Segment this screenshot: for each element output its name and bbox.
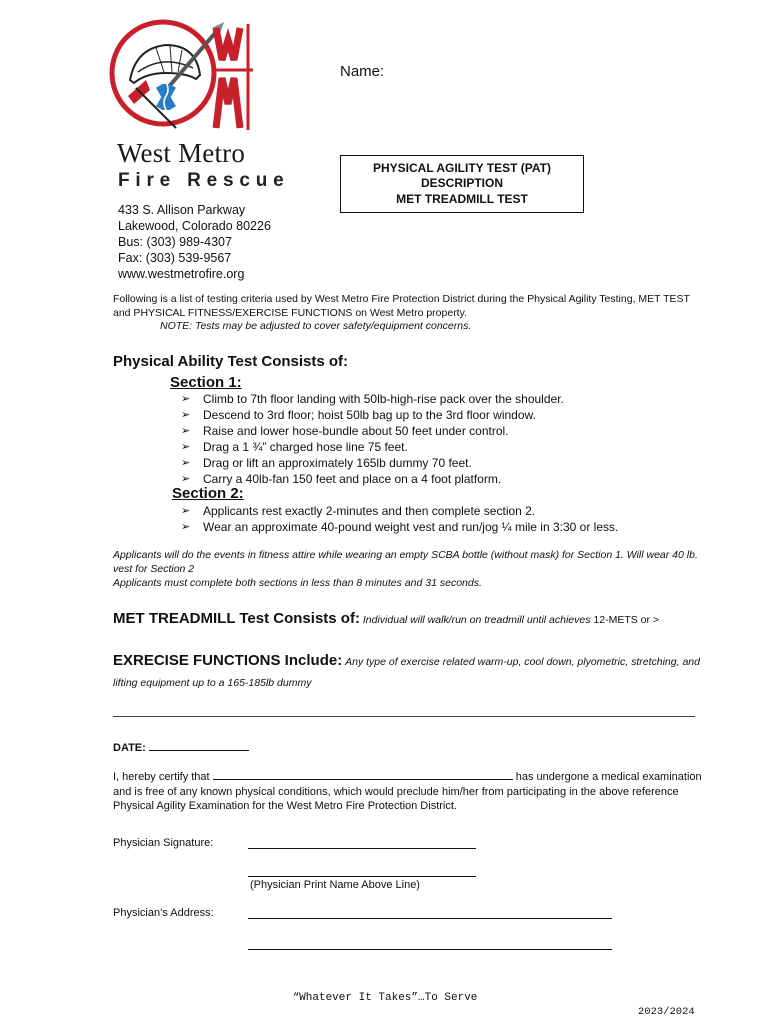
title-line-2: DESCRIPTION [420,176,503,191]
address-fax: Fax: (303) 539-9567 [118,251,232,265]
name-label: Name: [340,63,385,80]
address-block [118,202,271,282]
physician-address-line-2[interactable] [248,949,612,950]
exercise-heading: EXRECISE FUNCTIONS Include: [113,652,343,669]
address-street: 433 S. Allison Parkway [118,203,246,217]
west-metro-logo [108,18,268,136]
met-target: 12-METS or > [593,614,660,626]
physician-signature-line[interactable] [248,848,476,849]
applicants-attire: Applicants will do the events in fitness attire while wearing an empty SCBA bottle (without mask) for Section 1. Will wear 40 lb. vest for Section 2 [113,549,698,575]
physician-print-name-line[interactable] [248,876,476,877]
list-item: ➢ Climb to 7th floor landing with 50lb-high-rise pack over the shoulder. [181,391,564,407]
physician-signature-label: Physician Signature: [113,837,214,849]
ability-heading: Physical Ability Test Consists of: [113,353,349,370]
footer-year: 2023/2024 [638,1006,695,1018]
list-item: ➢ Raise and lower hose-bundle about 50 feet under control. [181,423,564,439]
org-subtitle: Fire Rescue [118,170,290,191]
address-phone: Bus: (303) 989-4307 [118,235,232,249]
intro-text: Following is a list of testing criteria used by West Metro Fire Protection District during the Physical Agility Testing, MET TEST and PHYSICAL FITNESS/EXERCISE FUNCTIONS on West Metro property. [113,293,690,319]
title-line-3: MET TREADMILL TEST [396,191,528,206]
date-field [113,740,249,754]
applicants-time-limit: Applicants must complete both sections in less than 8 minutes and 31 seconds. [113,577,482,589]
physician-address-line-1[interactable] [248,918,612,919]
list-item: ➢ Drag or lift an approximately 165lb dummy 70 feet. [181,455,564,471]
certification-text [113,769,703,814]
date-line[interactable] [149,740,249,751]
applicants-note [113,548,703,590]
list-item: ➢ Drag a 1 ¾” charged hose line 75 feet. [181,439,564,455]
print-name-caption: (Physician Print Name Above Line) [250,879,420,891]
list-item: ➢ Wear an approximate 40-pound weight vest and run/jog ¼ mile in 3:30 or less. [181,519,618,535]
met-description: Individual will walk/run on treadmill until achieves [362,614,591,626]
section-divider [113,716,695,717]
org-name: West Metro [117,138,246,168]
section-2-title: Section 2: [172,485,244,502]
section-1-list [181,391,564,487]
section-1-title: Section 1: [170,374,242,391]
address-city: Lakewood, Colorado 80226 [118,219,271,233]
list-item: ➢ Descend to 3rd floor; hoist 50lb bag up to the 3rd floor window. [181,407,564,423]
certify-prefix: I, hereby certify that [113,771,210,783]
exercise-section [113,650,713,694]
intro-note: NOTE: Tests may be adjusted to cover safety/equipment concerns. [160,320,472,332]
met-heading: MET TREADMILL Test Consists of: [113,610,360,627]
address-website: www.westmetrofire.org [118,267,245,281]
title-line-1: PHYSICAL AGILITY TEST (PAT) [372,160,551,175]
footer-motto: “Whatever It Takes”…To Serve [292,992,478,1004]
applicant-name-line[interactable] [213,769,513,780]
title-box [340,155,584,213]
list-item: ➢ Applicants rest exactly 2-minutes and then complete section 2. [181,503,618,519]
physician-address-label: Physician’s Address: [113,907,214,919]
list-item: ➢ Carry a 40lb-fan 150 feet and place on a 4 foot platform. [181,471,564,487]
certify-suffix: has undergone a medical examination and is free of any known physical conditions, which would preclude him/her from participating in the above reference Physical Agility Examination for the West Metro Fire Protection District. [113,771,702,812]
met-section [113,610,659,627]
section-2-list [181,503,618,535]
date-label: DATE: [113,742,146,754]
exercise-description: Any type of exercise related warm-up, cool down, plyometric, stretching, and lifting equipment up to a 165-185lb dummy [113,656,700,689]
